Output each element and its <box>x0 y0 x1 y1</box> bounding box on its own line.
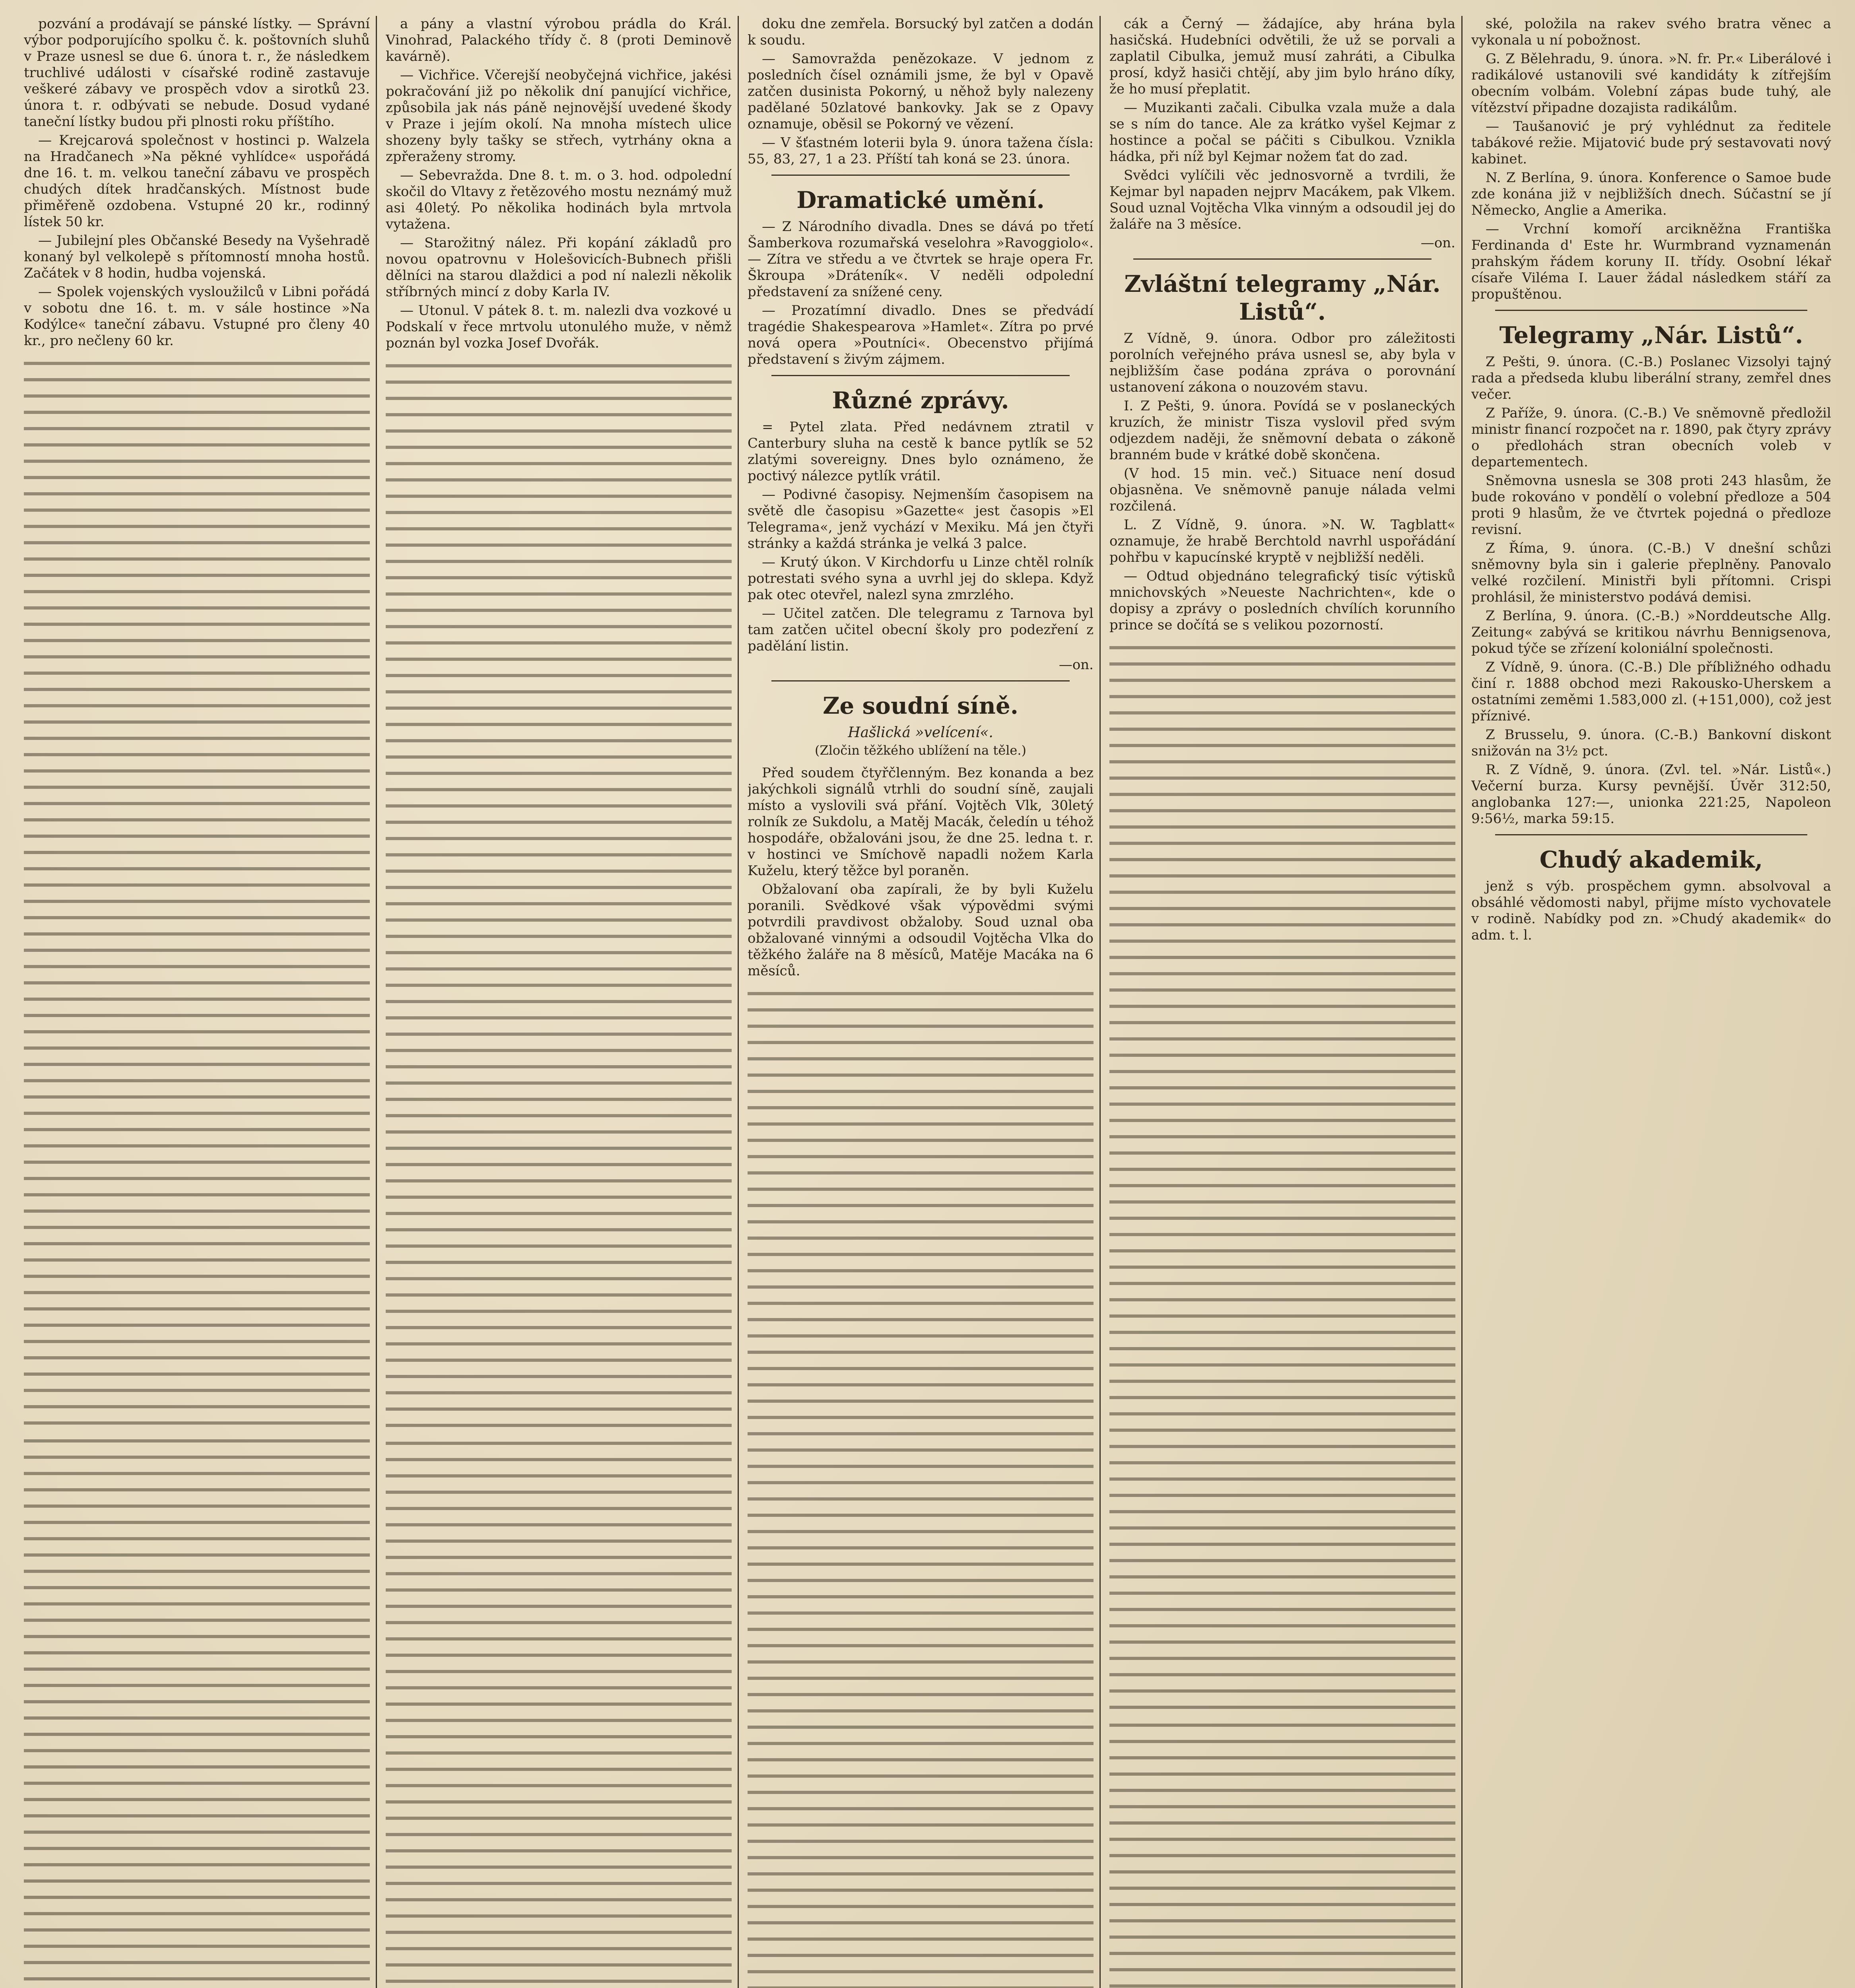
news-item: — Jubilejní ples Občanské Besedy na Vyšehradě konaný byl velkolepě s přítomností mnoha hostů. Začátek v 8 hodin, hudba vojenská. <box>24 233 370 281</box>
news-item: — Krejcarová společnost v hostinci p. Walzela na Hradčanech »Na pěkné vyhlídce« uspořádá dne 16. t. m. velkou taneční zábavu ve prospěch chudých dítek hradčanských. Místnost bude přiměřeně ozdobena. Vstupné 20 kr., rodinný lístek 50 kr. <box>24 132 370 230</box>
news-item: — Starožitný nález. Při kopání základů pro novou opatrovnu v Holešovicích-Bubnech přišli dělníci na starou dlaždici a pod ní nalezli několik stříbrných mincí z doby Karla IV. <box>386 235 732 300</box>
column-rule <box>738 16 739 1988</box>
telegram-item: I. Z Pešti, 9. února. Povídá se v poslaneckých kruzích, že ministr Tisza vyslovil před svým odjezdem naději, že sněmovní debata o zákoně branném bude v krátké době skončena. <box>1109 398 1455 463</box>
section-divider <box>771 375 1070 376</box>
news-item: = Pytel zlata. Před nedávnem ztratil v Canterbury sluha na cestě k bance pytlík se 52 zlatými sovereigny. Dnes bylo oznámeno, že poctivý nálezce pytlík vrátil. <box>748 419 1094 484</box>
news-item: — Samovražda penězokaze. V jednom z posledních čísel oznámili jsme, že byl v Opavě zatčen dusinista Pokorný, u něhož byly nalezeny padělané 50zlatové bankovky. Jak se z Opavy oznamuje, oběsil se Pokorný ve vězení. <box>748 51 1094 132</box>
news-item: cák a Černý — žádajíce, aby hrána byla hasičská. Hudebníci odvětili, že už se porvali a zaplatil Cibulka, jemuž musí zahráti, a Cibulka prosí, když hasiči chtějí, aby jim bylo hráno díky, že ho musí přeplatit. <box>1109 16 1455 97</box>
section-heading-misc: Různé zprávy. <box>832 387 1009 414</box>
news-item: — Sebevražda. Dne 8. t. m. o 3. hod. odpolední skočil do Vltavy z řetězového mostu neznámý muž asi 40letý. Po několika hodinách byla mrtvola vytažena. <box>386 167 732 232</box>
telegram-item: Z Vídně, 9. února. Odbor pro záležitosti porolních veřejného práva usnesl se, aby byla v nejbližším čase podána zpráva o porovnání ustanovení zákona o nouzovém stavu. <box>1109 330 1455 395</box>
section-heading-court: Ze soudní síně. <box>823 692 1018 719</box>
author-signature: —on. <box>1420 235 1455 251</box>
news-item: — Krutý úkon. V Kirchdorfu u Linze chtěl rolník potrestati svého syna a uvrhl jej do sklepa. Když pak otec otevřel, nalezl syna zmrzlého. <box>748 554 1094 603</box>
column-5 <box>1471 16 1831 1988</box>
continued-text-block <box>24 353 370 1427</box>
column-2 <box>386 16 732 1988</box>
news-item: doku dne zemřela. Borsucký byl zatčen a dodán k soudu. <box>748 16 1094 48</box>
telegram-item: (V hod. 15 min. več.) Situace není dosud objasněna. Ve sněmovně panuje nálada velmi rozčilená. <box>1109 466 1455 514</box>
telegram-item: Z Paříže, 9. února. (C.-B.) Ve sněmovně předložil ministr financí rozpočet na r. 1890, pak čtyry zprávy o předlohách stran obecních voleb v departementech. <box>1471 405 1831 470</box>
classified-heading: Chudý akademik, <box>1539 846 1763 873</box>
telegram-item: ské, položila na rakev svého bratra věnec a vykonala u ní pobožnost. <box>1471 16 1831 48</box>
telegram-item: G. Z Bělehradu, 9. února. »N. fr. Pr.« Liberálové i radikálové ustanovili své kandidáty k zítřejším obecním volbám. Volební zápas bude tuhý, ale vítězství připadne dozajista radikálům. <box>1471 51 1831 116</box>
telegram-item: Z Pešti, 9. února. (C.-B.) Poslanec Vizsolyi tajný rada a předseda klubu liberální strany, zemřel dnes večer. <box>1471 354 1831 402</box>
telegram-item: Z Říma, 9. února. (C.-B.) V dnešní schůzi sněmovny byla sin i galerie přeplněny. Panovalo velké rozčilení. Ministři byli přítomni. Crispi prohlásil, že ministerstvo podává demisi. <box>1471 540 1831 605</box>
news-item: — Učitel zatčen. Dle telegramu z Tarnova byl tam zatčen učitel obecní školy pro podezření z padělání listin. <box>748 606 1094 654</box>
news-item: a pány a vlastní výrobou prádla do Král. Vinohrad, Palackého třídy č. 8 (proti Deminově kavárně). <box>386 16 732 64</box>
news-item: — V šťastném loterii byla 9. února tažena čísla: 55, 83, 27, 1 a 23. Příští tah koná se 23. února. <box>748 135 1094 167</box>
section-divider <box>1495 310 1807 311</box>
telegram-item: — Vrchní komoří arcikněžna Františka Ferdinanda d' Este hr. Wurmbrand vyznamenán prahským řádem koruny II. třídy. Osobní lékař císaře Viléma I. Lauer žádal následkem stáří za propuštěnou. <box>1471 221 1831 302</box>
classified-ad: jenž s výb. prospěchem gymn. absolvoval a obsáhlé vědomosti nabyl, přijme místo vychovatele v rodině. Nabídky pod zn. »Chudý akademik« do adm. t. l. <box>1471 878 1831 943</box>
article-title: Hašlická »velícení«. <box>848 724 993 741</box>
continued-text-block <box>748 983 1094 1988</box>
telegram-item: Z Vídně, 9. února. (C.-B.) Dle příbližného odhadu činí r. 1888 obchod mezi Rakousko-Uherskem a ostatními zeměmi 1.583,000 zl. (+151,000), což jest příznivé. <box>1471 659 1831 724</box>
continued-text-block <box>24 1431 370 1988</box>
author-signature: —on. <box>1059 657 1094 673</box>
news-item: Obžalovaní oba zapírali, že by byli Kuželu poranili. Svědkové však výpovědmi svými potvrdili pravdivost obžaloby. Soud uznal oba obžalované vinnými a odsoudil Vojtěcha Vlka do těžkého žaláře na 8 měsíců, Matěje Macáka na 6 měsíců. <box>748 881 1094 979</box>
news-item: — Podivné časopisy. Nejmenším časopisem na světě dle časopisu »Gazette« jest časopis »El Telegrama«, jenž vychází v Mexiku. Má jen čtyři stránky a každá stránka je velká 3 palce. <box>748 487 1094 551</box>
section-divider <box>1495 834 1807 835</box>
telegram-item: R. Z Vídně, 9. února. (Zvl. tel. »Nár. Listů«.) Večerní burza. Kursy pevnější. Úvěr 312:50, anglobanka 127:—, unionka 221:25, Napoleon 9:56½, marka 59:15. <box>1471 762 1831 827</box>
continued-text-block <box>386 355 732 1429</box>
news-item: — Utonul. V pátek 8. t. m. nalezli dva vozkové u Podskalí v řece mrtvolu utonulého muže, v němž poznán byl vozka Josef Dvořák. <box>386 303 732 351</box>
column-3 <box>748 16 1094 1988</box>
news-item: Před soudem čtyřčlenným. Bez konanda a bez jakýchkoli signálů vtrhli do soudní síně, zaujali místo a vyslovili svá přání. Vojtěch Vlk, 30letý rolník ze Sukdolu, a Matěj Macák, čeledín u téhož hospodáře, obžalováni jsou, že dne 25. ledna t. r. v hostinci ve Smíchově napadli nožem Karla Kuželu, který těžce byl poraněn. <box>748 765 1094 879</box>
column-4 <box>1109 16 1455 1988</box>
news-item: — Vichřice. Včerejší neobyčejná vichřice, jakési pokračování již po několik dní panující vichřice, způsobila jak nás páně nejnovější uvedené škody v Praze i jejím okolí. Na mnoha místech ulice shozeny byly tašky se střech, vytrhány okna a zpřeraženy stromy. <box>386 67 732 165</box>
column-rule <box>1461 16 1463 1988</box>
continued-text-block <box>386 1433 732 1988</box>
telegram-item: Z Brusselu, 9. února. (C.-B.) Bankovní diskont snižován na 3½ pct. <box>1471 727 1831 759</box>
column-rule <box>376 16 377 1988</box>
section-divider <box>771 175 1070 176</box>
news-item: Svědci vylíčili věc jednosvorně a tvrdili, že Kejmar byl napaden nejprv Macákem, pak Vlkem. Soud uznal Vojtěcha Vlka vinným a odsoudil jej do žaláře na 3 měsíce. <box>1109 167 1455 232</box>
telegram-item: — Taušanović je prý vyhlédnut za ředitele tabákové režie. Mijatović bude prý sestavovati nový kabinet. <box>1471 118 1831 167</box>
column-rule <box>1099 16 1101 1988</box>
telegram-item: Z Berlína, 9. února. (C.-B.) »Norddeutsche Allg. Zeitung« zabývá se kritikou návrhu Bennigsenova, pokud týče se zřízení koloniální společnosti. <box>1471 608 1831 656</box>
section-heading-theatre: Dramatické umění. <box>796 186 1045 214</box>
telegram-item: L. Z Vídně, 9. února. »N. W. Tagblatt« oznamuje, že hrabě Berchtold navrhl uspořádání pohřbu v kapucínské kryptě v nejbližší neděli. <box>1109 517 1455 565</box>
continued-text-block <box>1109 1715 1455 1988</box>
telegram-item: Sněmovna usnesla se 308 proti 243 hlasům, že bude rokováno v pondělí o volební předloze a 504 proti 9 hlasům, že ve čtvrtek pojedná o předloze revisní. <box>1471 473 1831 538</box>
article-subtitle: (Zločin těžkého ublížení na těle.) <box>814 743 1027 758</box>
news-item: pozvání a prodávají se pánské lístky. — Správní výbor podporujícího spolku č. k. poštovních sluhů v Praze usnesl se due 6. února t. r., že následkem truchlivé události v císařské rodině zastavuje veškeré zábavy ve prospěch vdov a sirotků 23. února t. r. odbývati se nebude. Dosud vydané taneční lístky budou při plnosti roku příštího. <box>24 16 370 130</box>
section-divider <box>1133 258 1432 260</box>
news-item: — Spolek vojenských vysloužilců v Libni pořádá v sobotu dne 16. t. m. v sále hostince »Na Kodýlce« taneční zábavu. Vstupné pro členy 40 kr., pro nečleny 60 kr. <box>24 284 370 349</box>
telegram-item: — Odtud objednáno telegrafický tisíc výtisků mnichovských »Neueste Nachrichten«, kde o dopisy a zprávy o posledních chvílích korunního prince se dočítá se s velikou pozorností. <box>1109 568 1455 633</box>
news-item: — Prozatímní divadlo. Dnes se předvádí tragédie Shakespearova »Hamlet«. Zítra po prvé nová opera »Poutníci«. Obecenstvo přijímá představení s živým zájmem. <box>748 303 1094 367</box>
news-item: — Z Národního divadla. Dnes se dává po třetí Šamberkova rozumařská veselohra »Ravoggiolo«. — Zítra ve středu a ve čtvrtek se hraje opera Fr. Škroupa »Dráteník«. V neděli odpolední představení za snížené ceny. <box>748 219 1094 300</box>
section-heading-special-telegrams: Zvláštní telegramy „Nár. Listů“. <box>1124 270 1441 325</box>
news-item: — Muzikanti začali. Cibulka vzala muže a dala se s ním do tance. Ale za krátko vyšel Kejmar z hostince a počal se páčiti s Cibulkou. Vznikla hádka, při níž byl Kejmar nožem ťat do zad. <box>1109 100 1455 165</box>
telegram-item: N. Z Berlína, 9. února. Konference o Samoe bude zde konána již v nejbližších dnech. Súčastní se jí Německo, Anglie a Amerika. <box>1471 170 1831 218</box>
column-1 <box>24 16 370 1988</box>
section-divider <box>771 680 1070 681</box>
continued-text-block <box>1109 637 1455 1711</box>
section-heading-telegrams: Telegramy „Nár. Listů“. <box>1499 322 1803 349</box>
